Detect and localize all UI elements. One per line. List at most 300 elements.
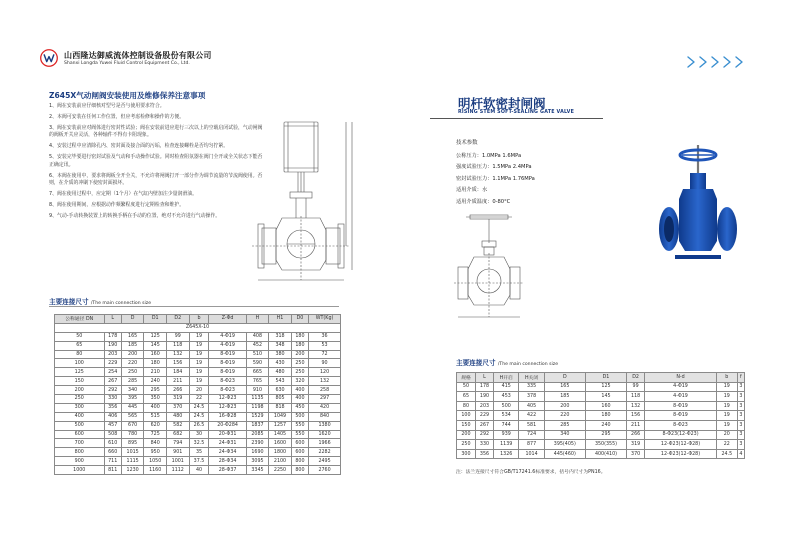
table-row <box>457 420 745 430</box>
table-cell: 28-Φ37 <box>209 466 246 475</box>
table-cell: 24-Φ31 <box>209 439 246 448</box>
table-cell: 406 <box>104 412 121 421</box>
table-cell: 4-Φ19 <box>209 341 246 350</box>
table-cell: 120 <box>309 368 341 377</box>
table-cell: 12-Φ23 <box>209 403 246 412</box>
table-row <box>55 386 341 395</box>
table-cell: 1160 <box>144 466 167 475</box>
table-cell: 300 <box>55 403 105 412</box>
table-cell: 1800 <box>269 448 292 457</box>
table-cell: 660 <box>104 448 121 457</box>
table-cell: 600 <box>291 439 308 448</box>
table-cell: 840 <box>309 412 341 421</box>
table-cell: 330 <box>475 440 493 450</box>
note-item: 2、本阀可安装在任何工作位置，但应考虑检修和操作的方便。 <box>49 113 185 120</box>
table-cell: 3 <box>737 420 744 430</box>
table-cell: 12-Φ23(12-Φ28) <box>645 440 717 450</box>
table-cell: 200 <box>544 401 585 411</box>
table-cell: 3 <box>737 392 744 402</box>
table-row <box>457 430 745 440</box>
table-cell: 295 <box>144 386 167 395</box>
table-cell: 450 <box>291 403 308 412</box>
table-cell: 320 <box>291 377 308 386</box>
column-header: b <box>189 315 209 324</box>
table-cell: 1001 <box>166 457 189 466</box>
table-cell: 378 <box>519 392 544 402</box>
column-header: WT(Kg) <box>309 315 341 324</box>
table-cell: 500 <box>494 401 519 411</box>
title-divider <box>49 306 339 307</box>
table-cell: 19 <box>189 332 209 341</box>
table-cell: 65 <box>457 392 476 402</box>
table-cell: 178 <box>104 332 121 341</box>
table-cell: 258 <box>309 386 341 395</box>
company-logo-icon <box>40 49 58 67</box>
table-cell: 180 <box>144 359 167 368</box>
table-cell: 20 <box>189 386 209 395</box>
dimensions-title-cn: 主要连接尺寸 <box>456 359 496 367</box>
table-cell: 8-Φ23(12-Φ23) <box>645 430 717 440</box>
table-row <box>55 448 341 457</box>
table-cell: 250 <box>457 440 476 450</box>
table-cell: 335 <box>519 382 544 392</box>
title-divider <box>430 118 603 119</box>
table-row <box>457 411 745 421</box>
table-cell: 900 <box>55 457 105 466</box>
table-cell: 32.5 <box>189 439 209 448</box>
table-cell: 370 <box>627 449 645 459</box>
table-cell: 8-Φ19 <box>645 411 717 421</box>
table-cell: 295 <box>585 430 626 440</box>
table-cell: 211 <box>166 377 189 386</box>
table-cell: 319 <box>166 395 189 404</box>
table-cell: 3345 <box>246 466 269 475</box>
table-cell: 4-Φ19 <box>209 332 246 341</box>
note-item: 4、安装过程中应清除孔内、密封面及接合面的污垢，检查连接螺栓是否均匀拧紧。 <box>49 143 229 150</box>
table-cell: 19 <box>716 392 737 402</box>
table-cell: 800 <box>291 466 308 475</box>
table-cell: 80 <box>457 401 476 411</box>
table-row <box>55 350 341 359</box>
table-cell: 840 <box>144 439 167 448</box>
table-cell: 1015 <box>121 448 144 457</box>
table-cell: 400 <box>291 386 308 395</box>
gate-valve-dimensions-table <box>456 372 745 459</box>
table-cell: 582 <box>166 421 189 430</box>
table-cell: 50 <box>55 332 105 341</box>
table-cell: 250 <box>55 395 105 404</box>
table-row <box>457 401 745 411</box>
table-cell: 3 <box>737 401 744 411</box>
table-cell: 480 <box>166 412 189 421</box>
table-cell: 1198 <box>246 403 269 412</box>
table-cell: 220 <box>544 411 585 421</box>
table-cell: 2250 <box>269 466 292 475</box>
table-cell: 99 <box>166 332 189 341</box>
table-cell: 267 <box>104 377 121 386</box>
note-item: 3、阀在安装前应对阀体进行密封性试验；阀在安装前进应进行三次以上的空载启闭试验，气动闸阀的阀板开关应灵活，各种轴件不得有卡阻现象。 <box>49 124 263 139</box>
table-cell: 1529 <box>246 412 269 421</box>
table-cell: 744 <box>494 420 519 430</box>
table-cell: 1966 <box>309 439 341 448</box>
table-cell: 408 <box>246 332 269 341</box>
table-cell: 3 <box>737 382 744 392</box>
table-cell: 1139 <box>494 440 519 450</box>
table-cell: 901 <box>166 448 189 457</box>
table-cell: 12-Φ23(12-Φ28) <box>645 449 717 459</box>
table-cell: 780 <box>121 430 144 439</box>
table-cell: 1115 <box>121 457 144 466</box>
table-cell: 180 <box>585 411 626 421</box>
table-cell: 8-Φ23 <box>209 386 246 395</box>
table-cell: 543 <box>269 377 292 386</box>
table-cell: 1380 <box>309 421 341 430</box>
table-cell: 340 <box>121 386 144 395</box>
dimensions-title <box>456 357 558 367</box>
table-cell: 229 <box>104 359 121 368</box>
table-cell: 165 <box>544 382 585 392</box>
table-cell: 453 <box>494 392 519 402</box>
column-header: D1 <box>144 315 167 324</box>
table-cell: 185 <box>121 341 144 350</box>
table-cell: 8-Φ19 <box>209 368 246 377</box>
table-cell: 200 <box>121 350 144 359</box>
table-cell: 285 <box>121 377 144 386</box>
table-cell: 8-Φ23 <box>209 377 246 386</box>
table-cell: 670 <box>121 421 144 430</box>
table-cell: 1112 <box>166 466 189 475</box>
table-cell: 1405 <box>269 430 292 439</box>
table-header-row <box>457 373 745 383</box>
table-cell: 100 <box>55 359 105 368</box>
column-header: H关闭 <box>519 373 544 383</box>
table-cell: 1257 <box>269 421 292 430</box>
table-cell: 8-Φ19 <box>209 350 246 359</box>
table-cell: 200 <box>457 430 476 440</box>
table-row <box>55 359 341 368</box>
table-cell: 190 <box>475 392 493 402</box>
table-cell: 380 <box>269 350 292 359</box>
table-cell: 794 <box>166 439 189 448</box>
table-cell: 811 <box>104 466 121 475</box>
table-cell: 340 <box>544 430 585 440</box>
table-cell: 800 <box>291 457 308 466</box>
note-item: 8、阀在使用期间，应根据动作频繁程度进行定期检查和维护。 <box>49 201 185 208</box>
table-row <box>457 392 745 402</box>
table-cell: 395 <box>121 395 144 404</box>
column-header: D2 <box>166 315 189 324</box>
table-cell: 508 <box>104 430 121 439</box>
table-row <box>55 368 341 377</box>
column-header: f <box>737 373 744 383</box>
table-cell: 150 <box>457 420 476 430</box>
note-item: 1、阀在安装前应仔细核对型号是否与使用要求符合。 <box>49 103 165 109</box>
table-cell: 590 <box>246 359 269 368</box>
tech-param: 适用介质温度：0-80°C <box>456 198 511 205</box>
table-cell: 267 <box>475 420 493 430</box>
table-cell: 350(355) <box>585 440 626 450</box>
table-cell: 2282 <box>309 448 341 457</box>
column-header: b <box>716 373 737 383</box>
table-cell: 8-Φ23 <box>645 420 717 430</box>
table-row <box>55 421 341 430</box>
table-cell: 20-Φ31 <box>209 430 246 439</box>
table-cell: 240 <box>585 420 626 430</box>
table-cell: 22 <box>716 440 737 450</box>
dimensions-title-en: /The main connection size <box>497 362 559 367</box>
table-cell: 185 <box>544 392 585 402</box>
column-header: N-d <box>645 373 717 383</box>
tech-param: 密封试验压力：1.1MPa 1.76MPa <box>456 175 535 182</box>
table-cell: 145 <box>585 392 626 402</box>
tech-params-list <box>456 151 535 208</box>
note-item: 5、安装完毕要进行密封试验及气动和手动操作试验。同时检查阻氛器在阀门全开或全关状态下能否正确定讯。 <box>49 153 263 168</box>
table-cell: 565 <box>121 412 144 421</box>
note-item: 7、阀在使用过程中，应定期（1个月）在气缸内壁加注少量润滑油。 <box>49 191 198 198</box>
table-cell: 415 <box>494 382 519 392</box>
table-cell: 297 <box>309 395 341 404</box>
table-cell: 125 <box>585 382 626 392</box>
table-cell: 319 <box>627 440 645 450</box>
table-cell: 4-Φ19 <box>645 382 717 392</box>
tech-params-heading: 技术参数 <box>456 140 478 146</box>
table-cell: 348 <box>269 341 292 350</box>
table-cell: 22 <box>189 395 209 404</box>
table-cell: 1837 <box>246 421 269 430</box>
table-cell: 800 <box>55 448 105 457</box>
table-cell: 2390 <box>246 439 269 448</box>
table-row <box>55 457 341 466</box>
table-cell: 400 <box>291 395 308 404</box>
table-cell: 2085 <box>246 430 269 439</box>
table-cell: 910 <box>246 386 269 395</box>
table-cell: 457 <box>104 421 121 430</box>
table-cell: 3 <box>737 430 744 440</box>
table-cell: 90 <box>309 359 341 368</box>
table-cell: 203 <box>104 350 121 359</box>
table-row <box>55 466 341 475</box>
column-header: Z-Φd <box>209 315 246 324</box>
company-name-cn: 山西隆达御威流体控制设备股份有限公司 <box>64 51 212 60</box>
table-row <box>55 377 341 386</box>
right-page <box>400 0 800 545</box>
table-cell: 160 <box>585 401 626 411</box>
table-cell: 877 <box>519 440 544 450</box>
table-cell: 400 <box>144 403 167 412</box>
column-header: 规格 <box>457 373 476 383</box>
column-header: D <box>121 315 144 324</box>
table-header-row <box>55 315 341 324</box>
table-cell: 19 <box>716 401 737 411</box>
table-cell: 26.5 <box>189 421 209 430</box>
table-cell: 395(405) <box>544 440 585 450</box>
pneumatic-valve-drawing <box>242 120 360 292</box>
table-cell: 53 <box>309 341 341 350</box>
notes-title: Z645X气动闸阀安装使用及维修保养注意事项 <box>49 91 206 100</box>
table-cell: 16-Φ28 <box>209 412 246 421</box>
tech-param: 公称压力：1.0MPa 1.6MPa <box>456 153 522 159</box>
table-cell: 19 <box>189 341 209 350</box>
table-cell: 65 <box>55 341 105 350</box>
table-cell: 1326 <box>494 449 519 459</box>
column-header: L <box>104 315 121 324</box>
table-cell: 132 <box>166 350 189 359</box>
table-cell: 184 <box>166 368 189 377</box>
gate-valve-image <box>657 143 739 273</box>
table-cell: 145 <box>144 341 167 350</box>
note-item: 9、气动-手动转换装置上的转换手柄在手动的位置，绝对不允许进行气动操作。 <box>49 212 221 219</box>
table-cell: 292 <box>104 386 121 395</box>
table-footnote: 注：法兰连接尺寸符合GB/T17241.6标准要求，括号内尺寸为PN16。 <box>456 470 606 475</box>
table-cell: 620 <box>144 421 167 430</box>
table-cell: 3095 <box>246 457 269 466</box>
table-cell: 150 <box>55 377 105 386</box>
table-cell: 4 <box>737 449 744 459</box>
table-cell: 445 <box>121 403 144 412</box>
table-cell: 8-Φ19 <box>645 401 717 411</box>
table-cell: 765 <box>246 377 269 386</box>
table-cell: 210 <box>144 368 167 377</box>
table-row <box>55 395 341 404</box>
table-cell: 203 <box>475 401 493 411</box>
table-cell: 165 <box>121 332 144 341</box>
column-header: D <box>544 373 585 383</box>
table-cell: 4-Φ19 <box>645 392 717 402</box>
table-cell: 500 <box>291 412 308 421</box>
table-cell: 37.5 <box>189 457 209 466</box>
table-cell: 300 <box>457 449 476 459</box>
table-cell: 610 <box>104 439 121 448</box>
table-cell: 682 <box>166 430 189 439</box>
table-cell: 211 <box>627 420 645 430</box>
table-cell: 318 <box>269 332 292 341</box>
table-row <box>55 430 341 439</box>
table-cell: 356 <box>104 403 121 412</box>
table-cell: 405 <box>519 401 544 411</box>
dimensions-title-en: /The main connection size <box>90 301 152 306</box>
table-cell: 895 <box>121 439 144 448</box>
table-cell: 229 <box>475 411 493 421</box>
table-cell: 190 <box>104 341 121 350</box>
table-cell: 12-Φ23 <box>209 395 246 404</box>
notes-list <box>49 103 267 224</box>
table-cell: 1230 <box>121 466 144 475</box>
table-cell: 30 <box>189 430 209 439</box>
table-cell: 19 <box>189 359 209 368</box>
product-subtitle: RISING STEM SOFT-SEALING GATE VALVE <box>458 110 575 115</box>
table-cell: 178 <box>475 382 493 392</box>
table-cell: 1049 <box>269 412 292 421</box>
table-cell: 1014 <box>519 449 544 459</box>
column-header: H1 <box>269 315 292 324</box>
table-row <box>457 440 745 450</box>
table-row <box>55 341 341 350</box>
table-cell: 19 <box>716 411 737 421</box>
table-cell: 725 <box>144 430 167 439</box>
table-cell: 160 <box>144 350 167 359</box>
table-cell: 266 <box>166 386 189 395</box>
table-cell: 515 <box>144 412 167 421</box>
note-item: 6、本阀在使用中，要求将阀板全开全关，不允许将闸阀打开一部分作为调节流量的节流阀使用。否则，在介质的冲刷下使密封面损坏。 <box>49 172 263 187</box>
tech-param: 强度试验压力：1.5MPa 2.4MPa <box>456 164 532 171</box>
table-cell: 1600 <box>269 439 292 448</box>
table-cell: 125 <box>55 368 105 377</box>
table-cell: 711 <box>104 457 121 466</box>
column-header: D1 <box>585 373 626 383</box>
table-cell: 665 <box>246 368 269 377</box>
table-cell: 1000 <box>55 466 105 475</box>
table-cell: 500 <box>55 421 105 430</box>
table-cell: 19 <box>189 377 209 386</box>
table-cell: 20-Φ284 <box>209 421 246 430</box>
table-cell: 400(410) <box>585 449 626 459</box>
table-cell: 118 <box>166 341 189 350</box>
dimensions-title-cn: 主要连接尺寸 <box>49 298 89 306</box>
table-cell: 24.5 <box>189 403 209 412</box>
table-cell: 200 <box>291 350 308 359</box>
table-cell: 700 <box>55 439 105 448</box>
table-cell: 19 <box>189 350 209 359</box>
table-row <box>457 449 745 459</box>
table-cell: 8-Φ19 <box>209 359 246 368</box>
table-cell: 80 <box>55 350 105 359</box>
table-row <box>55 403 341 412</box>
chevrons-right-icon <box>686 55 746 69</box>
table-cell: 180 <box>291 341 308 350</box>
table-cell: 452 <box>246 341 269 350</box>
table-cell: 510 <box>246 350 269 359</box>
column-header: 公称通径 DN <box>55 315 105 324</box>
column-header: H开启 <box>494 373 519 383</box>
table-row <box>55 332 341 341</box>
table-cell: 330 <box>104 395 121 404</box>
table-cell: 24.5 <box>716 449 737 459</box>
table-cell: 180 <box>291 332 308 341</box>
table-cell: 156 <box>627 411 645 421</box>
table-cell: 3 <box>737 440 744 450</box>
table-cell: 1620 <box>309 430 341 439</box>
table-cell: 600 <box>55 430 105 439</box>
table-cell: 285 <box>544 420 585 430</box>
table-cell: 292 <box>475 430 493 440</box>
table-cell: 254 <box>104 368 121 377</box>
table-cell: 99 <box>627 382 645 392</box>
table-cell: 28-Φ34 <box>209 457 246 466</box>
table-cell: 1135 <box>246 395 269 404</box>
table-cell: 818 <box>269 403 292 412</box>
table-cell: 132 <box>627 401 645 411</box>
table-cell: 36 <box>309 332 341 341</box>
table-cell: 125 <box>144 332 167 341</box>
table-cell: 156 <box>166 359 189 368</box>
table-cell: 132 <box>309 377 341 386</box>
table-cell: 24.5 <box>189 412 209 421</box>
table-cell: 400 <box>55 412 105 421</box>
table-cell: 480 <box>269 368 292 377</box>
table-cell: 600 <box>291 448 308 457</box>
table-cell: 1050 <box>144 457 167 466</box>
table-cell: 581 <box>519 420 544 430</box>
table-cell: 2100 <box>269 457 292 466</box>
table-cell: 40 <box>189 466 209 475</box>
table-cell: 534 <box>494 411 519 421</box>
table-cell: 19 <box>716 420 737 430</box>
table-cell: 630 <box>269 386 292 395</box>
table-cell: 250 <box>291 359 308 368</box>
table-cell: 1690 <box>246 448 269 457</box>
table-cell: 100 <box>457 411 476 421</box>
table-cell: 266 <box>627 430 645 440</box>
